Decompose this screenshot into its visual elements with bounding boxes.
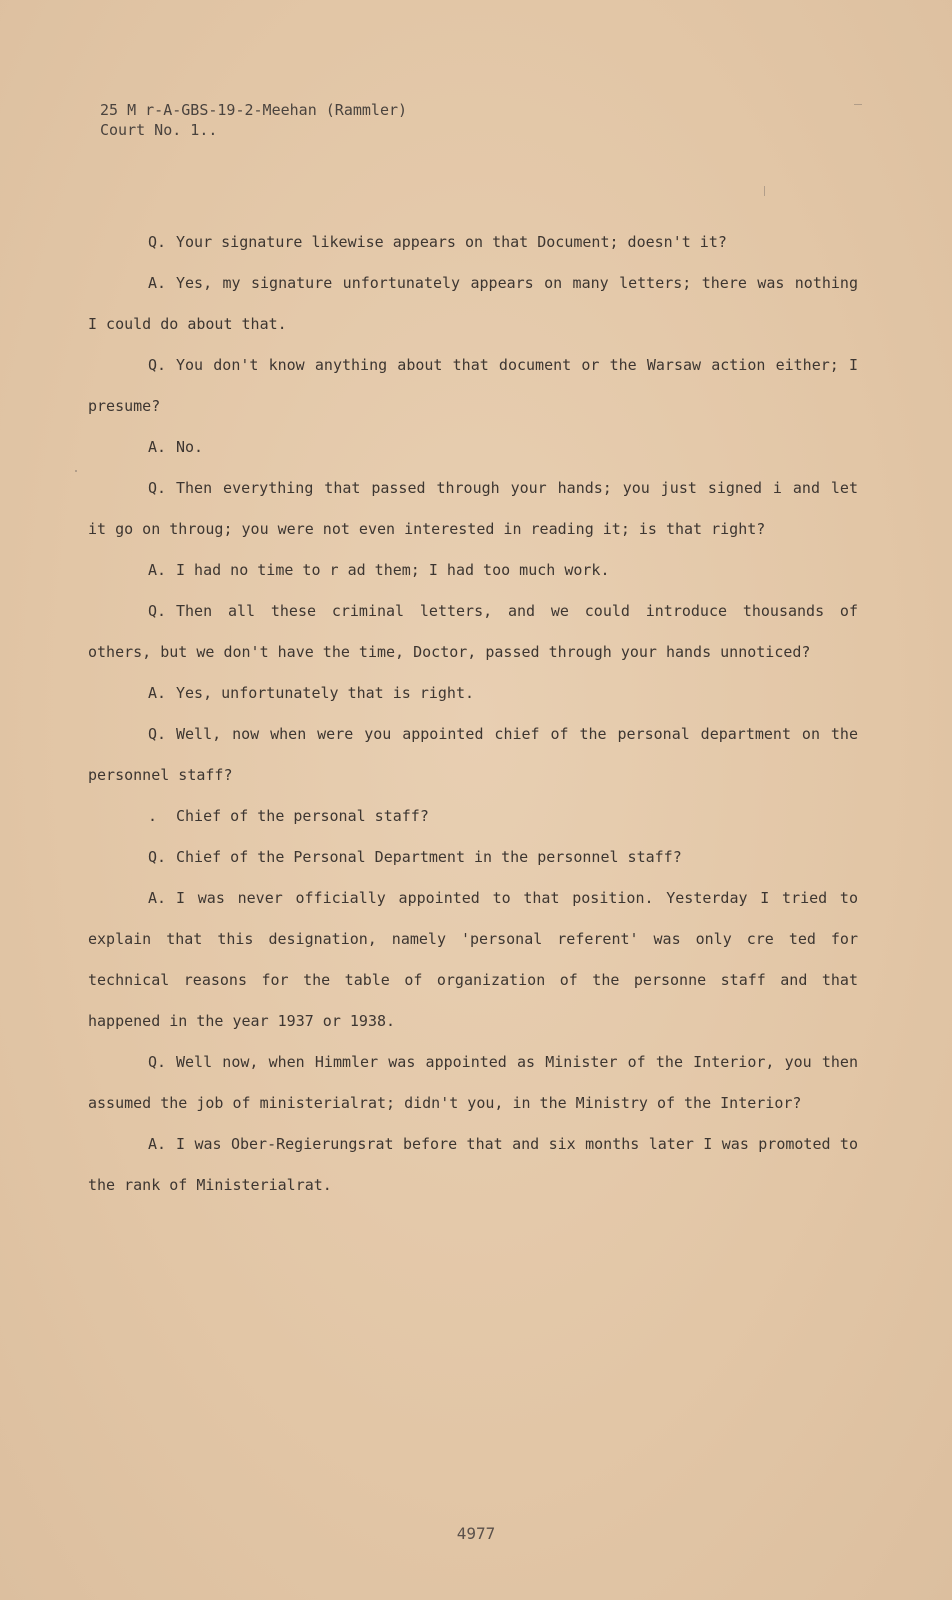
document-header [100, 100, 407, 140]
transcript-exchange [88, 427, 858, 468]
exchange-text: Then all these criminal letters, and we could introduce thousands of others, but we don't have the time, Doctor, passed through your hands unnoticed? [88, 602, 858, 661]
exchange-text: No. [176, 438, 204, 456]
exchange-text: I was never officially appointed to that position. Yesterday I tried to explain that this designation, namely 'personal referent' was only cre ted for technical reasons for the table of organization of the personne staff and that happened in the year 1937 or 1938. [88, 889, 858, 1030]
exchange-text: Yes, my signature unfortunately appears on many letters; there was nothing I could do about that. [88, 274, 858, 333]
margin-dash [854, 104, 862, 105]
exchange-text: Well, now when were you appointed chief of the personal department on the personnel staff? [88, 725, 858, 784]
stray-mark [75, 470, 77, 472]
exchange-text: I had no time to r ad them; I had too much work. [176, 561, 610, 579]
exchange-text: You don't know anything about that document or the Warsaw action either; I presume? [88, 356, 858, 415]
speaker-marker: Q. [148, 356, 167, 374]
page-number: 4977 [456, 1524, 496, 1543]
speaker-marker: A. [148, 1135, 167, 1153]
transcript-exchange [88, 796, 858, 837]
exchange-text: Yes, unfortunately that is right. [176, 684, 475, 702]
transcript-exchange [88, 673, 858, 714]
transcript-exchange [88, 837, 858, 878]
speaker-marker: Q. [148, 1053, 167, 1071]
exchange-text: Then everything that passed through your hands; you just signed i and let it go on throug; you were not even interested in reading it; is that right? [88, 479, 858, 538]
exchange-text: Chief of the Personal Department in the personnel staff? [176, 848, 682, 866]
transcript-exchange [88, 878, 858, 1042]
speaker-marker: A. [148, 561, 167, 579]
exchange-text: Your signature likewise appears on that Document; doesn't it? [176, 233, 727, 251]
transcript-exchange [88, 222, 858, 263]
court-number: Court No. 1.. [100, 121, 218, 139]
transcript-exchange [88, 550, 858, 591]
transcript-exchange [88, 1124, 858, 1206]
speaker-marker: Q. [148, 602, 167, 620]
transcript-exchange [88, 468, 858, 550]
transcript-exchange [88, 714, 858, 796]
speaker-marker: . [148, 807, 158, 825]
speaker-marker: Q. [148, 479, 167, 497]
speaker-marker: A. [148, 438, 167, 456]
speaker-marker: A. [148, 889, 167, 907]
transcript-body [88, 222, 858, 1206]
exchange-text: Chief of the personal staff? [176, 807, 429, 825]
speaker-marker: Q. [148, 848, 167, 866]
transcript-exchange [88, 263, 858, 345]
speaker-marker: Q. [148, 725, 167, 743]
stray-mark [764, 186, 765, 196]
speaker-marker: A. [148, 684, 167, 702]
speaker-marker: A. [148, 274, 167, 292]
transcript-exchange [88, 1042, 858, 1124]
speaker-marker: Q. [148, 233, 167, 251]
exchange-text: Well now, when Himmler was appointed as Minister of the Interior, you then assumed the job of ministerialrat; didn't you, in the Ministry of the Interior? [88, 1053, 858, 1112]
transcript-exchange [88, 591, 858, 673]
transcript-exchange [88, 345, 858, 427]
case-reference: 25 M r-A-GBS-19-2-Meehan (Rammler) [100, 101, 408, 119]
exchange-text: I was Ober-Regierungsrat before that and six months later I was promoted to the rank of Ministerialrat. [88, 1135, 858, 1194]
